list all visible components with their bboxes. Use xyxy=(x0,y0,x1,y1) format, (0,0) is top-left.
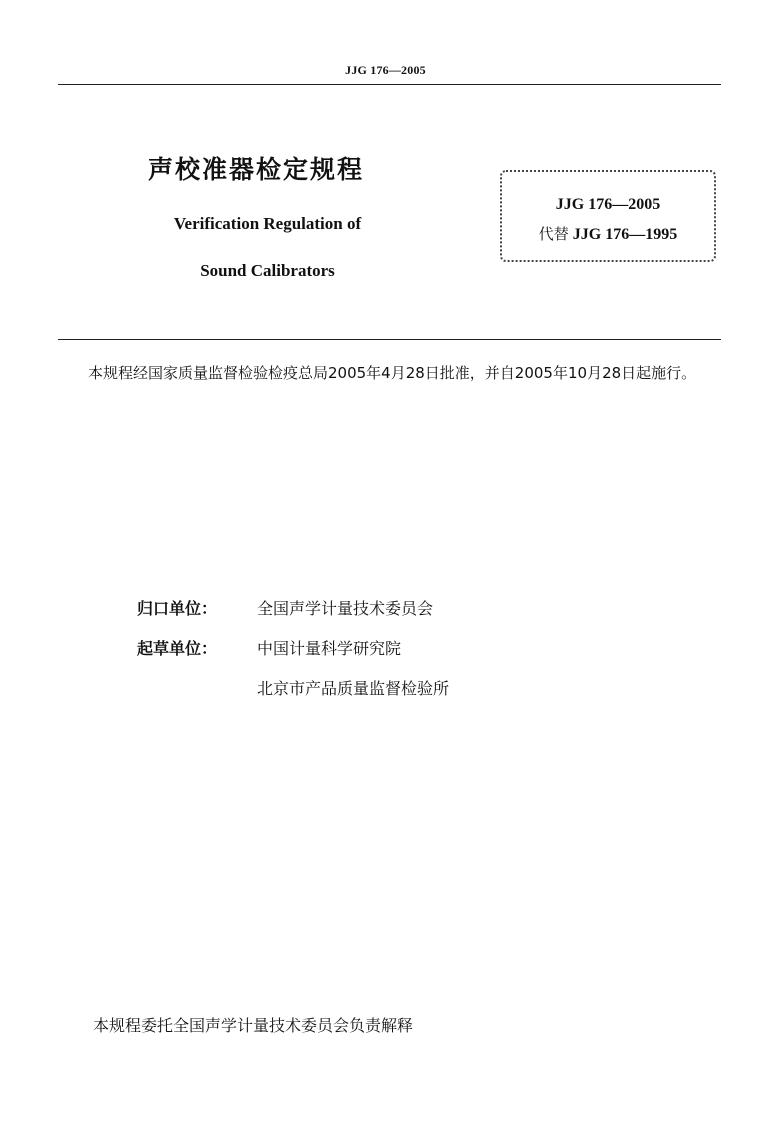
regulation-code-box xyxy=(500,170,716,262)
title-english-line2: Sound Calibrators xyxy=(200,261,335,280)
title-divider-rule xyxy=(58,339,721,340)
replaces-line xyxy=(502,223,714,244)
drafting-unit-label: 起草单位： xyxy=(137,639,218,658)
interpretation-note: 本规程委托全国声学计量技术委员会负责解释 xyxy=(93,1016,414,1035)
responsible-unit-value: 全国声学计量技术委员会 xyxy=(257,599,434,618)
title-english-line1: Verification Regulation of xyxy=(173,214,362,233)
replaces-prefix: 代替 xyxy=(538,225,569,243)
drafting-unit-row-2 xyxy=(137,676,449,699)
regulation-code: JJG 176—2005 xyxy=(555,196,661,213)
responsible-unit-label: 归口单位： xyxy=(137,599,218,618)
responsible-unit-row xyxy=(137,596,433,619)
drafting-unit-value-2: 北京市产品质量监督检验所 xyxy=(257,679,450,698)
replaces-code: JJG 176—1995 xyxy=(572,226,678,243)
drafting-unit-row xyxy=(137,636,401,659)
header-rule xyxy=(58,84,721,85)
drafting-unit-value-1: 中国计量科学研究院 xyxy=(257,639,402,658)
approval-statement: 本规程经国家质量监督检验检疫总局2005年4月28日批准，并自2005年10月28日起施行。 xyxy=(88,364,697,382)
running-header-code: JJG 176—2005 xyxy=(345,63,426,77)
title-chinese: 声校准器检定规程 xyxy=(148,155,365,184)
